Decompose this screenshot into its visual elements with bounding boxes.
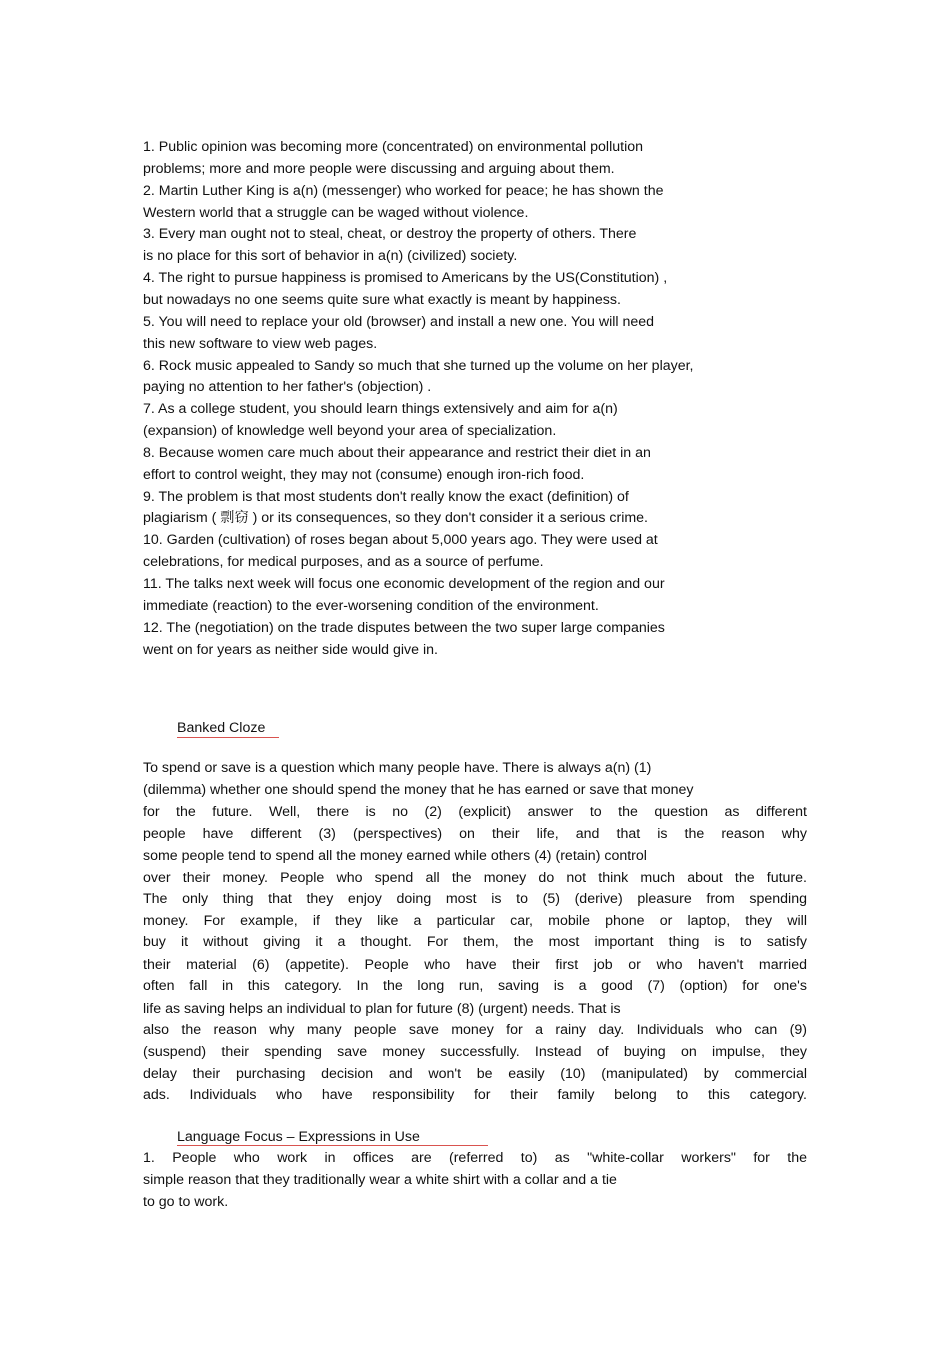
vocab-item-5-line-1: 5. You will need to replace your old (browser) and install a new one. You will need [143,314,655,330]
banked-cloze-line-14: (suspend) their spending save money successfully. Instead of buying on impulse, they [143,1044,807,1060]
vocab-item-3-line-2: is no place for this sort of behavior in a(n) (civilized) society. [143,248,518,264]
vocab-item-2-line-1: 2. Martin Luther King is a(n) (messenger) who worked for peace; he has shown the [143,183,664,199]
banked-cloze-line-16: ads. Individuals who have responsibility for their family belong to this category. [143,1087,807,1103]
vocab-item-8-line-1: 8. Because women care much about their appearance and restrict their diet in an [143,445,651,461]
vocab-item-9-line-1: 9. The problem is that most students don't really know the exact (definition) of [143,489,629,505]
vocab-item-9-line-2: plagiarism ( 剽窃 ) or its consequences, so they don't consider it a serious crime. [143,510,648,526]
language-focus-line-3: to go to work. [143,1194,229,1210]
banked-cloze-line-9: buy it without giving it a thought. For them, the most important thing is to satisfy [143,934,807,950]
banked-cloze-line-12: life as saving helps an individual to plan for future (8) (urgent) needs. That is [143,1001,621,1017]
vocab-item-8-line-2: effort to control weight, they may not (consume) enough iron-rich food. [143,467,585,483]
vocab-item-2-line-2: Western world that a struggle can be waged without violence. [143,205,529,221]
vocab-item-7-line-1: 7. As a college student, you should learn things extensively and aim for a(n) [143,401,618,417]
banked-cloze-underline [177,737,279,738]
banked-cloze-line-2: (dilemma) whether one should spend the money that he has earned or save that money [143,782,694,798]
language-focus-line-2: simple reason that they traditionally wear a white shirt with a collar and a tie [143,1172,617,1188]
banked-cloze-line-4: people have different (3) (perspectives) on their life, and that is the reason why [143,826,807,842]
banked-cloze-line-6: over their money. People who spend all the money do not think much about the future. [143,870,807,886]
language-focus-line-1: 1. People who work in offices are (referred to) as "white-collar workers" for the [143,1150,807,1166]
banked-cloze-line-1: To spend or save is a question which many people have. There is always a(n) (1) [143,760,652,776]
vocab-item-12-line-1: 12. The (negotiation) on the trade disputes between the two super large companies [143,620,665,636]
banked-cloze-heading: Banked Cloze [177,720,266,736]
vocab-item-6-line-2: paying no attention to her father's (objection) . [143,379,432,395]
language-focus-underline [177,1145,488,1146]
vocab-item-11-line-2: immediate (reaction) to the ever-worsening condition of the environment. [143,598,599,614]
vocab-item-6-line-1: 6. Rock music appealed to Sandy so much that she turned up the volume on her player, [143,358,694,374]
vocab-item-1-line-1: 1. Public opinion was becoming more (concentrated) on environmental pollution [143,139,643,155]
banked-cloze-line-13: also the reason why many people save money for a rainy day. Individuals who can (9) [143,1022,807,1038]
vocab-item-4-line-2: but nowadays no one seems quite sure what exactly is meant by happiness. [143,292,621,308]
vocab-item-10-line-1: 10. Garden (cultivation) of roses began about 5,000 years ago. They were used at [143,532,658,548]
banked-cloze-line-10: their material (6) (appetite). People who have their first job or who haven't married [143,957,807,973]
vocab-item-1-line-2: problems; more and more people were discussing and arguing about them. [143,161,615,177]
banked-cloze-line-7: The only thing that they enjoy doing most is to (5) (derive) pleasure from spending [143,891,807,907]
banked-cloze-line-11: often fall in this category. In the long run, saving is a good (7) (option) for one's [143,978,807,994]
vocab-item-7-line-2: (expansion) of knowledge well beyond your area of specialization. [143,423,557,439]
banked-cloze-line-8: money. For example, if they like a particular car, mobile phone or laptop, they will [143,913,807,929]
banked-cloze-line-15: delay their purchasing decision and won't be easily (10) (manipulated) by commercial [143,1066,807,1082]
vocab-item-5-line-2: this new software to view web pages. [143,336,378,352]
banked-cloze-line-5: some people tend to spend all the money earned while others (4) (retain) control [143,848,647,864]
banked-cloze-line-3: for the future. Well, there is no (2) (explicit) answer to the question as different [143,804,807,820]
vocab-item-10-line-2: celebrations, for medical purposes, and as a source of perfume. [143,554,544,570]
vocab-item-12-line-2: went on for years as neither side would give in. [143,642,438,658]
vocab-item-4-line-1: 4. The right to pursue happiness is promised to Americans by the US(Constitution) , [143,270,668,286]
vocab-item-3-line-1: 3. Every man ought not to steal, cheat, or destroy the property of others. There [143,226,637,242]
vocab-item-11-line-1: 11. The talks next week will focus one economic development of the region and our [143,576,665,592]
language-focus-heading: Language Focus – Expressions in Use [177,1129,420,1145]
